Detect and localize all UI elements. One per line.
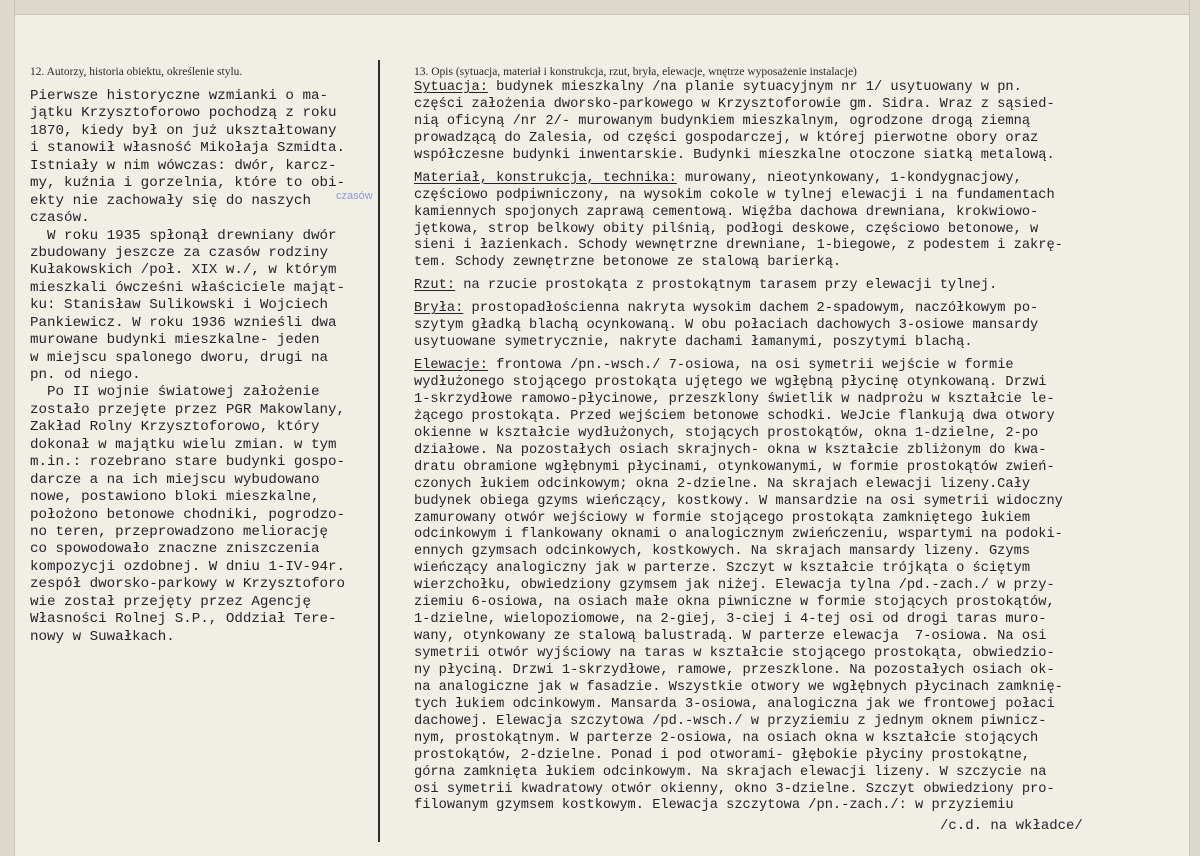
- text-line: [414, 114, 1184, 131]
- overtyped-stamp: czasów: [336, 190, 373, 202]
- text-line: [414, 629, 1184, 646]
- text-line: Pankiewicz. W roku 1936 wznieśli dwa: [30, 314, 337, 331]
- section-text: tem. Schody zewnętrzne betonowe ze stalową barierką.: [414, 255, 842, 271]
- text-line: pn. od niego.: [30, 367, 141, 383]
- text-line: nowy w Suwałkach.: [30, 628, 175, 645]
- text-line: [414, 697, 1184, 714]
- section-label: Sytuacja:: [414, 80, 488, 95]
- section-text: 1-dzielne, wielopoziomowe, na 2-giej, 3-ciej i 4-tej osi od drogi taras muro-: [414, 612, 1047, 628]
- section-text: frontowa /pn.-wsch./ 7-osiowa, na osi symetrii wejście w formie: [487, 358, 1014, 374]
- text-line: [414, 426, 1184, 443]
- text-line: [414, 748, 1184, 765]
- text-line: [414, 238, 1184, 255]
- text-line: Własności Rolnej S.P., Oddział Tere-: [30, 611, 337, 628]
- section-label: Rzut:: [414, 278, 456, 294]
- text-line: położono betonowe chodniki, pogrodzo-: [30, 506, 346, 523]
- text-line: [414, 188, 1184, 205]
- section-text: murowany, nieotynkowany, 1-kondygnacjowy,: [676, 170, 1022, 186]
- section-text: ennych gzymsach odcinkowych, kostkowych. Na skrajach mansardy lizeny. Gzyms: [414, 544, 1031, 560]
- text-line: [414, 646, 1184, 663]
- text-line: ekty nie zachowały się do naszych: [30, 192, 311, 209]
- section-text: na analogiczne jak w fasadzie. Wszystkie otwory we wgłębnych płycinach zamknię-: [414, 679, 1063, 695]
- text-line: [414, 460, 1184, 477]
- text-line: zespół dworsko-parkowy w Krzysztoforo: [30, 576, 346, 593]
- section-text: 1-skrzydłowe ramowo-płycinowe, przeszklony świetlik w nadprożu w kształcie le-: [414, 391, 1055, 407]
- section-text: nym, prostokątnym. W parterze 2-osiowa, na osiach okna w kształcie stojących: [414, 730, 1039, 746]
- section-text: prostokątów, 2-dzielne. Ponad i pod otworami- głębokie płyciny prostokątne,: [414, 747, 1031, 763]
- section-text: czonych łukiem odcinkowym; okna 2-dzielne. Na skrajach elewacji lizeny.Cały: [414, 476, 1031, 492]
- section-text: tych łukiem odcinkowym. Mansarda 3-osiowa, analogiczna jak we frontowej połaci: [414, 696, 1055, 712]
- text-line: [414, 714, 1184, 731]
- text-line: [414, 97, 1184, 114]
- section-text: sieni i łazienkach. Schody wewnętrzne drewniane, 1-biegowe, z podestem i zakrę-: [414, 238, 1063, 254]
- scan-frame-top: [0, 0, 1200, 15]
- text-line: [414, 301, 1184, 318]
- description-text-column: [414, 80, 1184, 815]
- text-line: zostało przejęte przez PGR Makowlany,: [30, 401, 346, 418]
- text-line: [414, 318, 1184, 335]
- text-line: [414, 375, 1184, 392]
- text-line: i stanowił własność Mikołaja Szmidta.: [30, 140, 346, 157]
- text-line: [414, 148, 1184, 165]
- text-line: m.in.: rozebrano stare budynki gospo-: [30, 454, 346, 471]
- section-text: ziemiu 6-osiowa, na osiach małe okna piwniczne w formie stojących prostokątów,: [414, 595, 1055, 611]
- section-text: jętkowa, strop belkowy obity pilśnią, podłogi deskowe, częściowo betonowe, w: [414, 221, 1039, 237]
- text-line: W roku 1935 spłonął drewniany dwór: [30, 227, 337, 244]
- section-text: budynek obiega gzyms wieńczący, kostkowy. W mansardzie na osi symetrii widoczny: [414, 493, 1063, 509]
- text-line: [414, 278, 1184, 295]
- section-text: ny płyciną. Drzwi 1-skrzydłowe, ramowe, przeszklone. Na pozostałych osiach ok-: [414, 662, 1055, 678]
- text-line: mieszkali ówcześni właściciele mająt-: [30, 279, 346, 296]
- scan-frame-left: [0, 0, 15, 856]
- text-line: w miejscu spalonego dworu, drugi na: [30, 349, 328, 366]
- section-text: odcinkowym i flankowany oknami o analogicznym zwieńczeniu, wspartymi na podoki-: [414, 527, 1063, 543]
- section-text: dachowej. Elewacja szczytowa /pd.-wsch./ w przyziemiu z jednym oknem piwnicz-: [414, 713, 1047, 729]
- section-text: symetrii otwór wyjściowy na taras w kształcie stojącego prostokąta, obwiedzio-: [414, 646, 1055, 661]
- section-text: osi symetrii kwadratowy otwór okienny, okno 3-dzielne. Szczyt obwiedziony pro-: [414, 781, 1055, 797]
- text-line: czasów.: [30, 210, 90, 227]
- text-line: my, kuźnia i gorzelnia, które to obi-: [30, 175, 346, 192]
- section-text: wany, otynkowany ze stalową balustradą. W parterze elewacja 7-osiowa. Na osi: [414, 629, 1047, 645]
- history-text-column: [30, 88, 374, 646]
- section-text: częściowo podpiwniczony, na wysokim cokole w tylnej elewacji i na fundamentach: [414, 187, 1055, 203]
- text-line: [414, 578, 1184, 595]
- text-line: nowe, postawiono bloki mieszkalne,: [30, 489, 320, 506]
- section-text: na rzucie prostokąta z prostokątnym tarasem przy elewacji tylnej.: [455, 278, 998, 294]
- text-line: [414, 680, 1184, 697]
- section-text: usytuowane symetrycznie, nakryte dachami łamanymi, poszytymi blachą.: [414, 335, 973, 351]
- text-line: wie został przejęty przez Agencję: [30, 593, 311, 610]
- text-line: Kułakowskich /poł. XIX w./, w którym: [30, 262, 337, 279]
- text-line: [414, 595, 1184, 612]
- text-line: [414, 477, 1184, 494]
- section-text: górna zamknięta łukiem odcinkowym. Na skrajach elewacji lizeny. W szczycie na: [414, 764, 1047, 780]
- section-text: filowanym gzymsem kostkowym. Elewacja szczytowa /pn.-zach./: w przyziemiu: [414, 798, 1014, 814]
- text-line: [414, 544, 1184, 561]
- text-line: co spowodowało znaczne zniszczenia: [30, 541, 320, 558]
- text-line: zbudowany jeszcze za czasów rodziny: [30, 244, 328, 261]
- continuation-note: /c.d. na wkładce/: [940, 818, 1083, 834]
- section-text: budynek mieszkalny /na planie sytuacyjnym nr 1/ usytuowany w pn.: [487, 80, 1022, 95]
- section-text: okienne w kształcie wydłużonych, stojących prostokątów, okna 1-dzielne, 2-po: [414, 425, 1039, 441]
- section-label: Bryła:: [414, 301, 464, 317]
- text-line: darcze a na ich miejscu wybudowano: [30, 471, 320, 488]
- text-line: Pierwsze historyczne wzmianki o ma-: [30, 88, 328, 104]
- text-line: dokonał w majątku wielu zmian. w tym: [30, 436, 337, 453]
- text-line: [414, 80, 1184, 97]
- text-line: [414, 612, 1184, 629]
- text-line: Zakład Rolny Krzysztoforowo, który: [30, 419, 320, 436]
- text-line: [414, 561, 1184, 578]
- text-line: no teren, przeprowadzono meliorację: [30, 523, 328, 540]
- section-text: szytym gładką blachą ocynkowaną. W obu połaciach dachowych 3-osiowe mansardy: [414, 318, 1039, 334]
- section-label: Materiał, konstrukcja, technika:: [414, 170, 677, 186]
- text-line: [414, 255, 1184, 272]
- text-line: [414, 798, 1184, 815]
- text-line: Istniały w nim wówczas: dwór, karcz-: [30, 157, 337, 174]
- section-label: Elewacje:: [414, 358, 488, 374]
- text-line: [414, 663, 1184, 680]
- text-line: [414, 443, 1184, 460]
- section-text: nią oficyną /nr 2/- murowanym budynkiem mieszkalnym, ogrodzone drogą ziemną: [414, 113, 1031, 129]
- text-line: [414, 765, 1184, 782]
- section-text: żącego prostokąta. Przed wejściem betonowe schodki. WeJcie flankują dwa otwory: [414, 408, 1055, 424]
- text-line: [414, 409, 1184, 426]
- text-line: [414, 731, 1184, 748]
- field-13-header: 13. Opis (sytuacja, materiał i konstrukcja, rzut, bryła, elewacje, wnętrze wyposażenie instalacje): [414, 66, 857, 78]
- text-line: [414, 358, 1184, 375]
- text-line: [414, 222, 1184, 239]
- text-line: [414, 171, 1184, 188]
- section-text: dratu obramione wgłębnymi płycinami, otynkowanymi, w formie prostokątów zwień-: [414, 459, 1055, 475]
- section-text: kamiennych spojonych zaprawą cementową. Więźba dachowa drewniana, krokwiowo-: [414, 204, 1039, 220]
- text-line: [414, 131, 1184, 148]
- text-line: Po II wojnie światowej założenie: [30, 384, 320, 401]
- section-text: współczesne budynki inwentarskie. Budynki mieszkalne otoczone siatką metalową.: [414, 147, 1055, 163]
- text-line: [414, 527, 1184, 544]
- section-text: zamurowany otwór wejściowy w formie stojącego prostokąta zamkniętego łukiem: [414, 510, 1031, 526]
- text-line: [414, 205, 1184, 222]
- section-text: wierzchołku, obwiedziony gzymsem jak niżej. Elewacja tylna /pd.-zach./ w przy-: [414, 578, 1055, 594]
- text-line: [414, 511, 1184, 528]
- section-text: wieńczący analogiczny jak w parterze. Szczyt w kształcie trójkąta o ściętym: [414, 561, 1031, 577]
- text-line: [414, 335, 1184, 352]
- scan-frame-right: [1189, 0, 1200, 856]
- field-12-header: 12. Autorzy, historia obiektu, określenie stylu.: [30, 66, 243, 78]
- section-text: działowe. Na pozostałych osiach skrajnych- okna w kształcie zbliżonym do kwa-: [414, 442, 1047, 458]
- text-line: ku: Stanisław Sulikowski i Wojciech: [30, 297, 328, 314]
- text-line: [414, 392, 1184, 409]
- text-line: [414, 494, 1184, 511]
- section-text: wydłużonego stojącego prostokąta ujętego we wgłębną płycinę otynkowaną. Drzwi: [414, 375, 1047, 390]
- text-line: kompozycji ozdobnej. W dniu 1-IV-94r.: [30, 558, 346, 575]
- section-text: części założenia dworsko-parkowego w Krzysztoforowie gm. Sidra. Wraz z sąsied-: [414, 96, 1055, 112]
- column-divider: [378, 60, 380, 842]
- section-text: prowadzącą do Zalesia, od części gospodarczej, w której pierwotne obory oraz: [414, 130, 1039, 146]
- section-text: prostopadłościenna nakryta wysokim dachem 2-spadowym, naczółkowym po-: [463, 301, 1039, 317]
- text-line: [414, 782, 1184, 799]
- text-line: jątku Krzysztoforowo pochodzą z roku: [30, 105, 337, 122]
- text-line: 1870, kiedy był on już ukształtowany: [30, 122, 337, 139]
- text-line: murowane budynki mieszkalne- jeden: [30, 332, 320, 349]
